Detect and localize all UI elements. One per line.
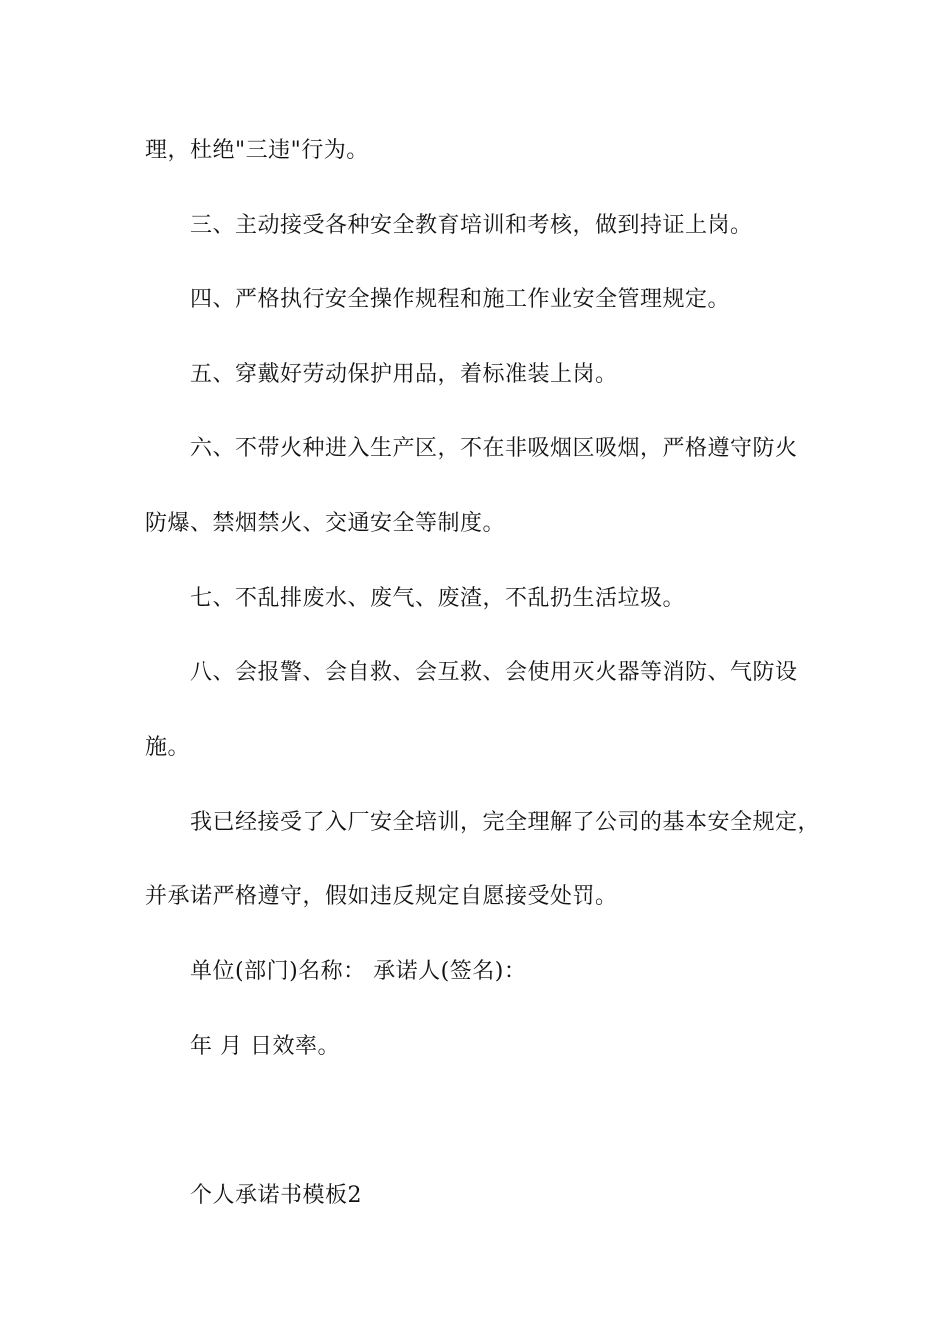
item-three: 三、主动接受各种安全教育培训和考核，做到持证上岗。 bbox=[190, 213, 753, 238]
paragraph-line-continuation: 理，杜绝"三违"行为。 bbox=[145, 138, 369, 163]
signature-line: 单位(部门)名称： 承诺人(签名)： bbox=[190, 959, 527, 984]
item-six-continuation: 防爆、禁烟禁火、交通安全等制度。 bbox=[145, 511, 506, 536]
date-line: 年 月 日效率。 bbox=[190, 1034, 340, 1059]
item-four: 四、严格执行安全操作规程和施工作业安全管理规定。 bbox=[190, 287, 731, 312]
declaration-line: 我已经接受了入厂安全培训，完全理解了公司的基本安全规定， bbox=[190, 810, 821, 835]
template-heading: 个人承诺书模板2 bbox=[190, 1183, 362, 1208]
item-eight-continuation: 施。 bbox=[145, 735, 191, 760]
item-six: 六、不带火种进入生产区，不在非吸烟区吸烟，严格遵守防火 bbox=[190, 436, 798, 461]
item-eight: 八、会报警、会自救、会互救、会使用灭火器等消防、气防设 bbox=[190, 660, 798, 685]
item-seven: 七、不乱排废水、废气、废渣，不乱扔生活垃圾。 bbox=[190, 586, 686, 611]
item-five: 五、穿戴好劳动保护用品，着标准装上岗。 bbox=[190, 362, 618, 387]
declaration-continuation: 并承诺严格遵守，假如违反规定自愿接受处罚。 bbox=[145, 884, 618, 909]
